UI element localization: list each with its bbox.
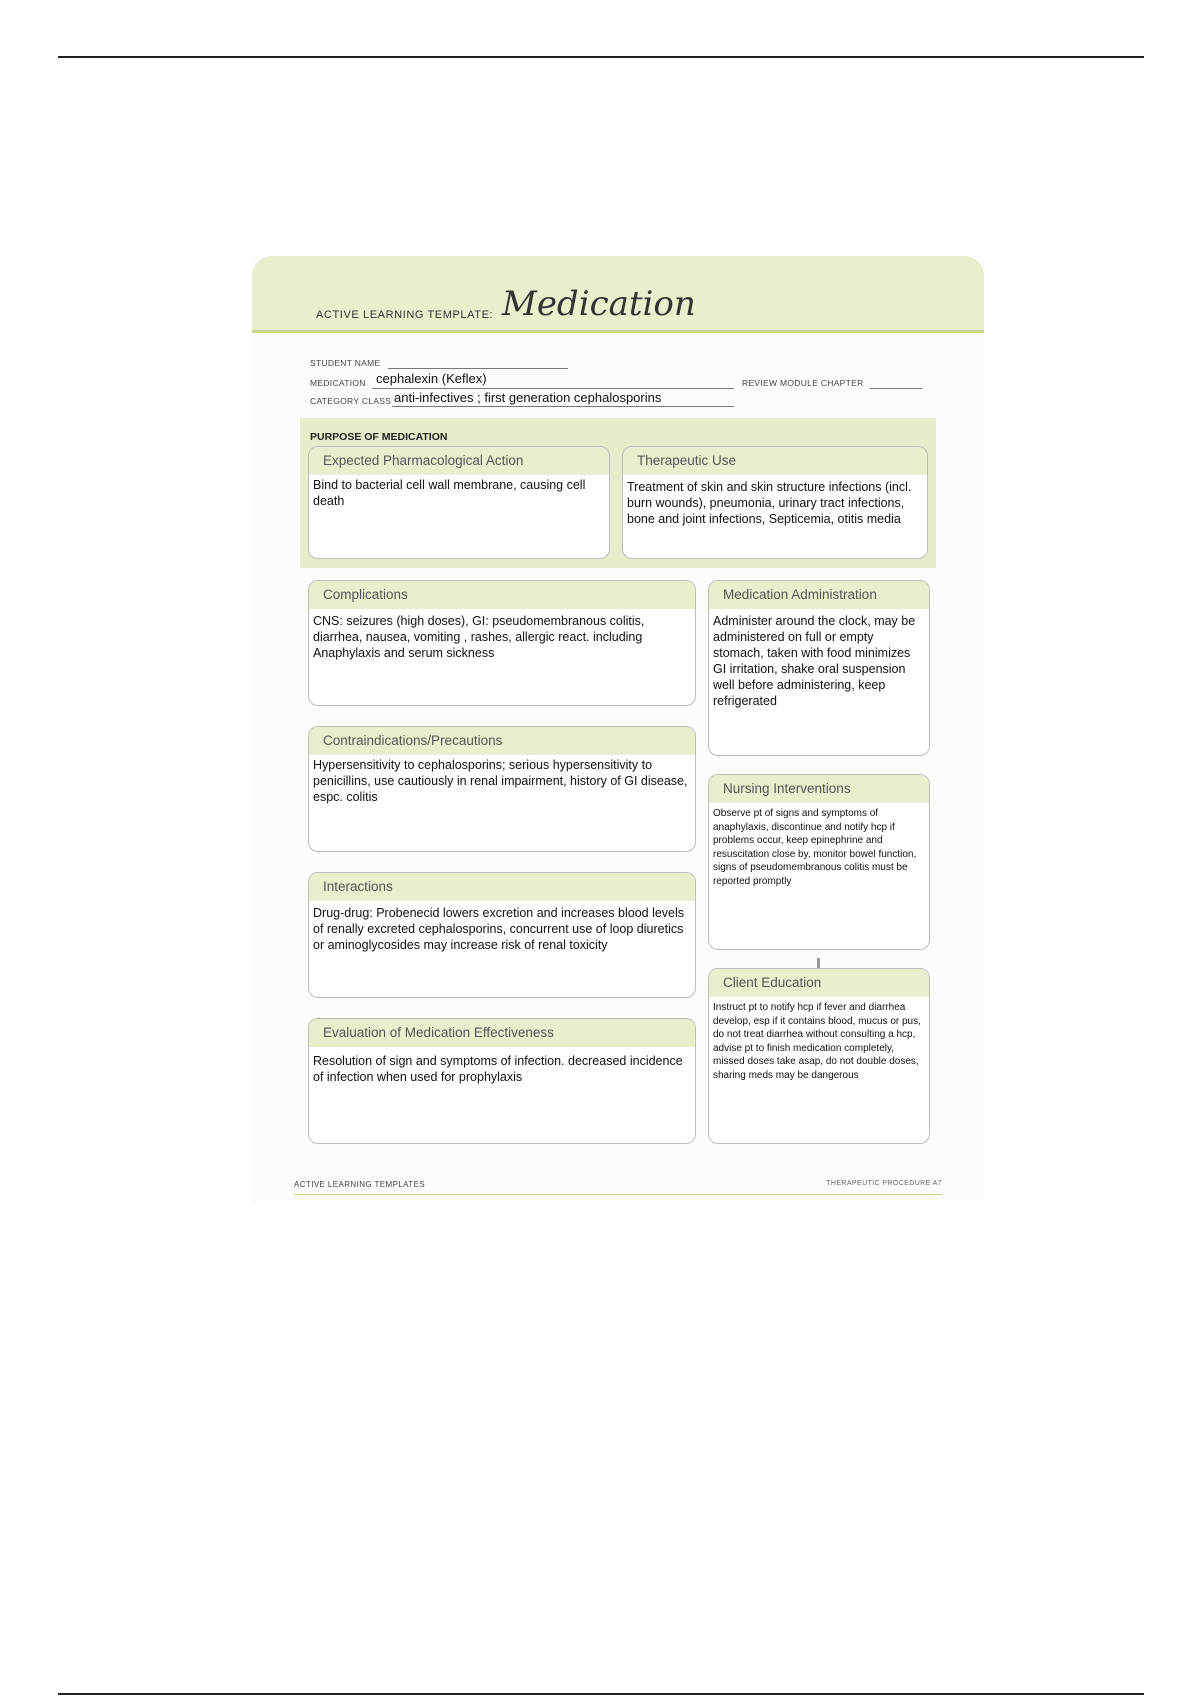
interactions-text[interactable]: Drug-drug: Probenecid lowers excretion and increases blood levels of renally excreted cephalosporins, concurrent use of loop diuretics or aminoglycosides may increase risk of renal toxicity (313, 906, 685, 952)
page-top-rule (58, 56, 1144, 58)
review-chapter-label: REVIEW MODULE CHAPTER (742, 378, 864, 388)
student-name-line (388, 368, 568, 369)
complications-text[interactable]: CNS: seizures (high doses), GI: pseudomembranous colitis, diarrhea, nausea, vomiting , rashes, allergic react. including Anaphylaxis and serum sickness (313, 614, 645, 660)
client-education-box (708, 968, 930, 1144)
category-class-value[interactable]: anti-infectives ; first generation cephalosporins (394, 390, 662, 405)
footer-right: THERAPEUTIC PROCEDURE A7 (826, 1180, 942, 1187)
contraindications-title: Contraindications/Precautions (309, 727, 695, 755)
evaluation-text[interactable]: Resolution of sign and symptoms of infection. decreased incidence of infection when used for prophylaxis (313, 1054, 683, 1084)
evaluation-title: Evaluation of Medication Effectiveness (309, 1019, 695, 1047)
administration-title: Medication Administration (709, 581, 929, 609)
page-bottom-rule (58, 1693, 1144, 1695)
nursing-interventions-box (708, 774, 930, 950)
title-band (252, 256, 984, 333)
medication-label: MEDICATION (310, 378, 366, 388)
expected-action-box (308, 446, 610, 559)
template-prefix: ACTIVE LEARNING TEMPLATE: (316, 309, 494, 321)
therapeutic-use-text[interactable]: Treatment of skin and skin structure infections (incl. burn wounds), pneumonia, urinary tract infections, bone and joint infections, Septicemia, otitis media (627, 480, 912, 526)
expected-action-title: Expected Pharmacological Action (309, 447, 609, 475)
template-title: Medication (502, 284, 696, 324)
purpose-label: PURPOSE OF MEDICATION (310, 431, 448, 443)
therapeutic-use-box (622, 446, 928, 559)
interactions-box (308, 872, 696, 998)
client-education-text[interactable]: Instruct pt to notify hcp if fever and diarrhea develop, esp if it contains blood, mucus or pus, do not treat diarrhea without consulting a hcp, advise pt to finish medication completely, missed doses take asap, do not double doses, sharing meds may be dangerous (713, 1002, 921, 1081)
administration-box (708, 580, 930, 756)
review-chapter-line (870, 388, 922, 389)
medication-line (372, 388, 734, 389)
category-class-line (392, 406, 734, 407)
complications-box (308, 580, 696, 706)
expected-action-text[interactable]: Bind to bacterial cell wall membrane, causing cell death (313, 478, 586, 508)
evaluation-box (308, 1018, 696, 1144)
contraindications-box (308, 726, 696, 852)
administration-text[interactable]: Administer around the clock, may be administered on full or empty stomach, taken with food minimizes GI irritation, shake oral suspension well before administering, keep refrigerated (713, 614, 916, 708)
interactions-title: Interactions (309, 873, 695, 901)
medication-value[interactable]: cephalexin (Keflex) (376, 371, 487, 386)
nursing-interventions-title: Nursing Interventions (709, 775, 929, 803)
footer-left: ACTIVE LEARNING TEMPLATES (294, 1180, 426, 1189)
contraindications-text[interactable]: Hypersensitivity to cephalosporins; serious hypersensitivity to penicillins, use cautiously in renal impairment, history of GI disease, espc. colitis (313, 758, 688, 804)
medication-template-sheet (252, 256, 984, 1204)
nursing-interventions-text[interactable]: Observe pt of signs and symptoms of anaphylaxis, discontinue and notify hcp if problems occur, keep epinephrine and resuscitation close by, monitor bowel function, signs of pseudomembranous colitis must be reported promptly (713, 808, 917, 887)
client-education-title: Client Education (709, 969, 929, 997)
footer-rule (294, 1194, 942, 1195)
complications-title: Complications (309, 581, 695, 609)
category-class-label: CATEGORY CLASS (310, 396, 392, 406)
therapeutic-use-title: Therapeutic Use (623, 447, 927, 475)
student-name-label: STUDENT NAME (310, 358, 381, 368)
